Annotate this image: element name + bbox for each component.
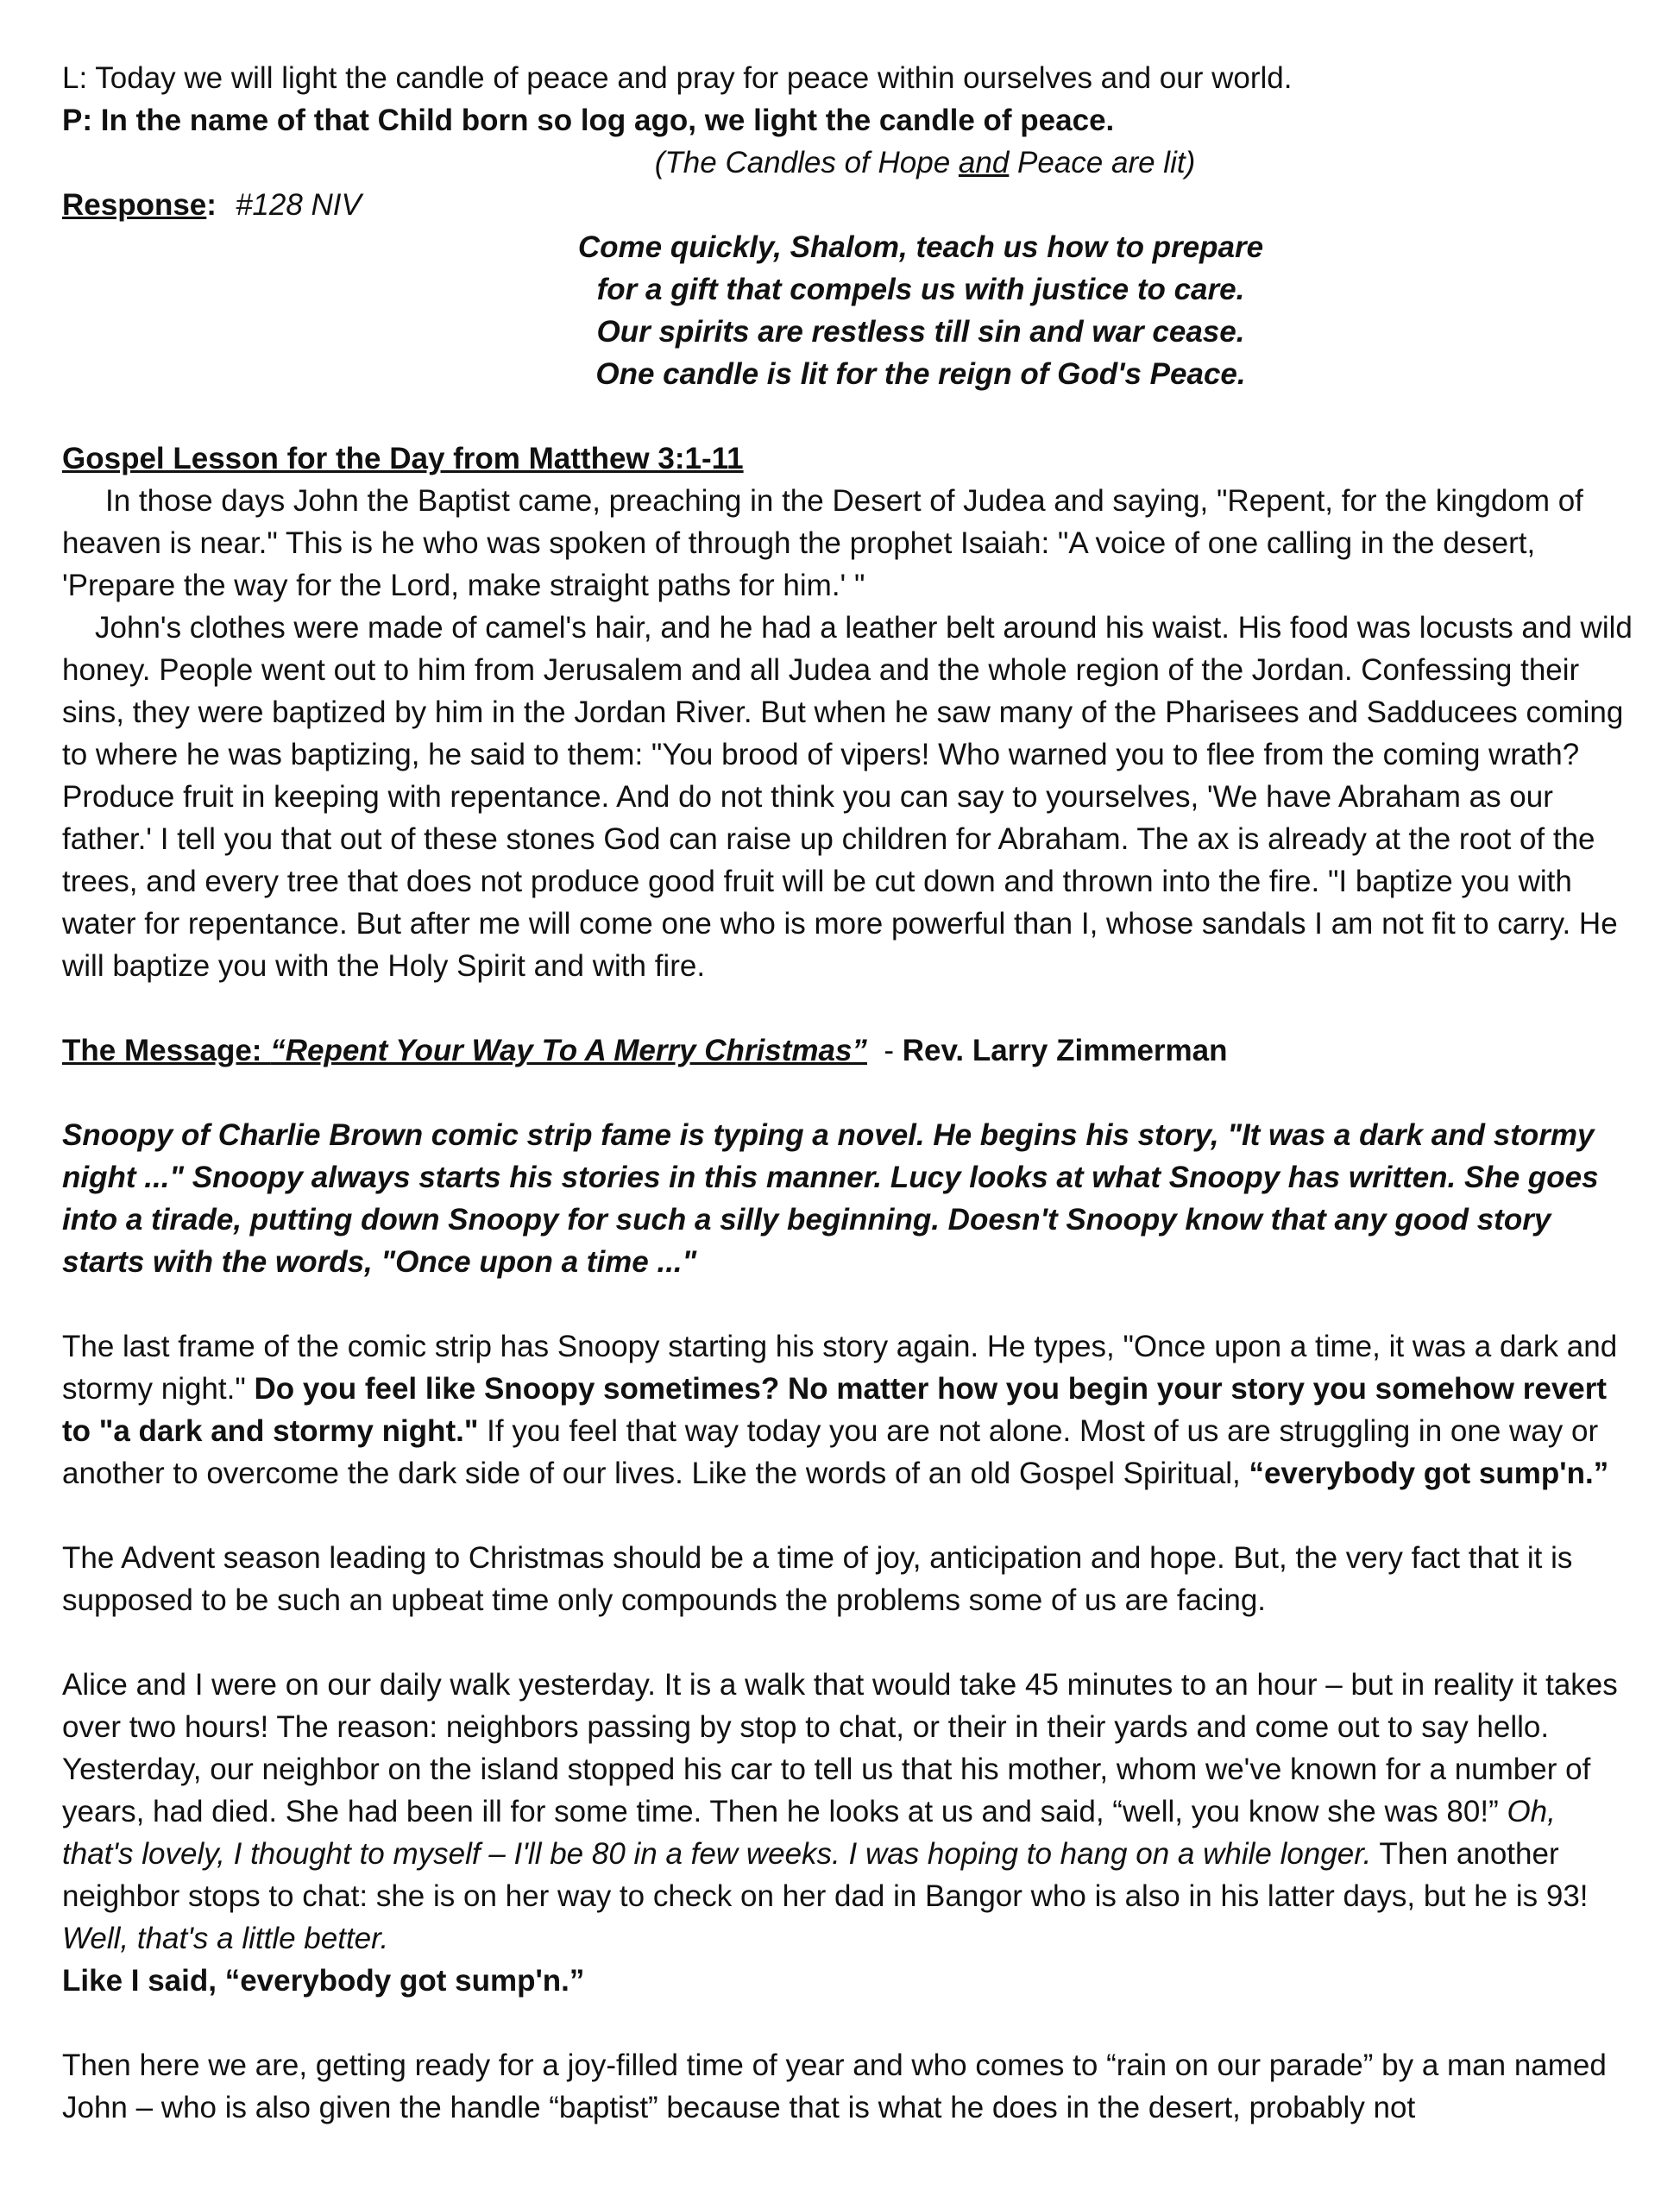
hymn-line: for a gift that compels us with justice to care. (596, 273, 1245, 306)
hymn-number: #128 NIV (235, 188, 362, 222)
hymn-verse (62, 226, 1633, 395)
hymn-line: One candle is lit for the reign of God's Peace. (595, 357, 1246, 391)
bold-run: Do you feel like Snoopy sometimes? No matter how you begin your story you somehow revert to "a dark and stormy night." (62, 1372, 1608, 1448)
bold-quote: “everybody got sump'n.” (1249, 1457, 1609, 1490)
message-heading (62, 1029, 1633, 1072)
message-dash: - (866, 1034, 903, 1067)
italic-run: Oh, that's lovely, I thought to myself – I'll be 80 in a few weeks. I was hoping to hang on a while longer. (62, 1795, 1556, 1871)
walk-paragraph (62, 1664, 1633, 1960)
response-label: Response (62, 188, 207, 222)
bulletin-page (62, 57, 1633, 2129)
snoopy-paragraph: Snoopy of Charlie Brown comic strip fame is typing a novel. He begins his story, "It was a dark and stormy night ..." Snoopy always starts his stories in this manner. Lucy looks at what Snoopy has written. She goes into a tirade, putting down Snoopy for such a silly beginning. Doesn't Snoopy know that any good story starts with the words, "Once upon a time ..." (62, 1118, 1599, 1279)
hymn-line: Come quickly, Shalom, teach us how to prepare (577, 230, 1264, 264)
gospel-paragraph: In those days John the Baptist came, preaching in the Desert of Judea and saying, "Repent, for the kingdom of heaven is near." This is he who was spoken of through the prophet Isaiah: "A voice of one calling in the desert, 'Prepare the way for the Lord, make straight paths for him.' " (62, 484, 1583, 602)
caption-text-pre: (The Candles of Hope (654, 146, 959, 179)
people-line: P: In the name of that Child born so log ago, we light the candle of peace. (62, 104, 1115, 137)
message-title: “Repent Your Way To A Merry Christmas” (270, 1034, 867, 1067)
caption-and: and (958, 146, 1010, 179)
text-run: Then another neighbor stops to chat: she is on her way to check on her dad in Bangor who is also in his latter days, but he is 93! (62, 1837, 1589, 1913)
hymn-line: Our spirits are restless till sin and war cease. (596, 315, 1245, 349)
response-line (62, 184, 1633, 226)
candle-caption (62, 142, 1633, 184)
italic-run: Well, that's a little better. (62, 1922, 389, 1955)
text-run: The last frame of the comic strip has Snoopy starting his story again. He types, "Once upon a time, it was a dark and stormy night." (62, 1330, 1618, 1406)
gospel-heading: Gospel Lesson for the Day from Matthew 3:1-11 (62, 442, 744, 475)
message-author: Rev. Larry Zimmerman (902, 1034, 1228, 1067)
gospel-paragraph: John's clothes were made of camel's hair, and he had a leather belt around his waist. His food was locusts and wild honey. People went out to him from Jerusalem and all Judea and the whole region of the Jordan. Confessing their sins, they were baptized by him in the Jordan River. But when he saw many of the Pharisees and Sadducees coming to where he was baptizing, he said to them: "You brood of vipers! Who warned you to flee from the coming wrath? Produce fruit in keeping with repentance. And do not think you can say to yourselves, 'We have Abraham as our father.' I tell you that out of these stones God can raise up children for Abraham. The ax is already at the root of the trees, and every tree that does not produce good fruit will be cut down and thrown into the fire. "I baptize you with water for repentance. But after me will come one who is more powerful than I, whose sandals I am not fit to carry. He will baptize you with the Holy Spirit and with fire. (62, 611, 1633, 983)
response-colon: : (206, 188, 217, 222)
advent-paragraph: The Advent season leading to Christmas should be a time of joy, anticipation and hope. But, the very fact that it is supposed to be such an upbeat time only compounds the problems some of us are facing. (62, 1541, 1573, 1617)
message-label: The Message: (62, 1034, 271, 1067)
text-run: If you feel that way today you are not alone. Most of us are struggling in one way or another to overcome the dark side of our lives. Like the words of an old Gospel Spiritual, (62, 1414, 1599, 1490)
leader-line: L: Today we will light the candle of peace and pray for peace within ourselves and our world. (62, 61, 1293, 95)
like-i-said-line: Like I said, “everybody got sump'n.” (62, 1964, 585, 1998)
text-run: Alice and I were on our daily walk yesterday. It is a walk that would take 45 minutes to an hour – but in reality it takes over two hours! The reason: neighbors passing by stop to chat, or their in their yards and come out to say hello. Yesterday, our neighbor on the island stopped his car to tell us that his mother, whom we've known for a number of years, had died. She had been ill for some time. Then he looks at us and said, “well, you know she was 80!” (62, 1668, 1618, 1828)
last-frame-paragraph (62, 1325, 1633, 1495)
then-paragraph: Then here we are, getting ready for a joy-filled time of year and who comes to “rain on our parade” by a man named John – who is also given the handle “baptist” because that is what he does in the desert, probably not (62, 2049, 1607, 2124)
caption-text-post: Peace are lit) (1009, 146, 1196, 179)
